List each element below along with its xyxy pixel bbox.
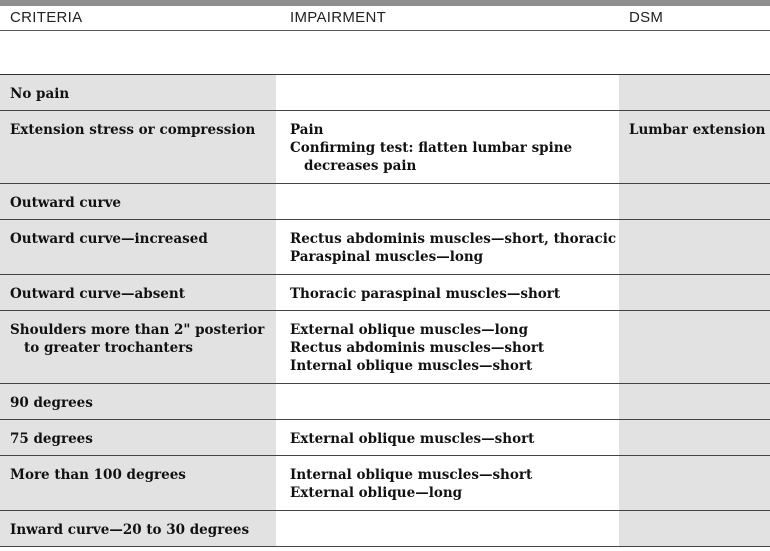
criteria-text: More than 100 degrees <box>10 467 186 483</box>
impairment-text: Rectus abdominis muscles—short <box>290 340 545 356</box>
criteria-text: No pain <box>10 86 70 102</box>
dsm-text: Lumbar extension <box>629 122 766 138</box>
criteria-text: Extension stress or compression <box>10 122 256 138</box>
dsm-cell <box>619 184 770 219</box>
header-dsm: DSM <box>629 9 664 26</box>
table-row <box>0 456 770 511</box>
criteria-text: to greater trochanters <box>24 340 193 356</box>
criteria-cell <box>0 275 276 310</box>
criteria-cell <box>0 384 276 419</box>
dsm-cell <box>619 456 770 510</box>
criteria-cell <box>0 184 276 219</box>
impairment-cell <box>276 420 619 455</box>
impairment-cell <box>276 311 619 383</box>
impairment-cell <box>276 275 619 310</box>
criteria-cell <box>0 75 276 110</box>
impairment-text: Thoracic paraspinal muscles—short <box>290 286 561 302</box>
criteria-table <box>0 75 770 547</box>
header-impairment: IMPAIRMENT <box>290 9 387 26</box>
table-row <box>0 511 770 547</box>
dsm-cell <box>619 111 770 183</box>
table-header <box>0 6 770 30</box>
impairment-cell <box>276 184 619 219</box>
impairment-text: Rectus abdominis muscles—short, thoracic <box>290 231 617 247</box>
criteria-text: Outward curve—absent <box>10 286 185 302</box>
header-criteria: CRITERIA <box>10 9 83 26</box>
impairment-cell <box>276 384 619 419</box>
table-row <box>0 220 770 275</box>
impairment-text: decreases pain <box>304 158 417 174</box>
impairment-cell <box>276 456 619 510</box>
impairment-text: Internal oblique muscles—short <box>290 467 533 483</box>
criteria-cell <box>0 456 276 510</box>
criteria-text: 90 degrees <box>10 395 93 411</box>
criteria-text: Outward curve—increased <box>10 231 208 247</box>
dsm-cell <box>619 275 770 310</box>
dsm-cell <box>619 75 770 110</box>
impairment-text: Confirming test: flatten lumbar spine <box>290 140 573 156</box>
criteria-cell <box>0 111 276 183</box>
criteria-cell <box>0 220 276 274</box>
impairment-cell <box>276 75 619 110</box>
table-row <box>0 75 770 111</box>
dsm-cell <box>619 311 770 383</box>
criteria-text: Shoulders more than 2" posterior <box>10 322 265 338</box>
table-row <box>0 311 770 384</box>
criteria-text: Inward curve—20 to 30 degrees <box>10 522 250 538</box>
criteria-text: 75 degrees <box>10 431 93 447</box>
impairment-text: External oblique—long <box>290 485 463 501</box>
impairment-text: External oblique muscles—long <box>290 322 529 338</box>
criteria-cell <box>0 420 276 455</box>
impairment-cell <box>276 220 619 274</box>
table-row <box>0 384 770 420</box>
dsm-cell <box>619 511 770 546</box>
dsm-cell <box>619 220 770 274</box>
table-row <box>0 275 770 311</box>
table-row <box>0 111 770 184</box>
impairment-text: Pain <box>290 122 324 138</box>
impairment-text: External oblique muscles—short <box>290 431 535 447</box>
criteria-cell <box>0 511 276 546</box>
table-row <box>0 184 770 220</box>
dsm-cell <box>619 420 770 455</box>
table-row <box>0 420 770 456</box>
impairment-text: Paraspinal muscles—long <box>290 249 484 265</box>
criteria-text: Outward curve <box>10 195 122 211</box>
impairment-text: Internal oblique muscles—short <box>290 358 533 374</box>
impairment-cell <box>276 511 619 546</box>
criteria-cell <box>0 311 276 383</box>
dsm-cell <box>619 384 770 419</box>
blank-band <box>0 31 770 74</box>
impairment-cell <box>276 111 619 183</box>
